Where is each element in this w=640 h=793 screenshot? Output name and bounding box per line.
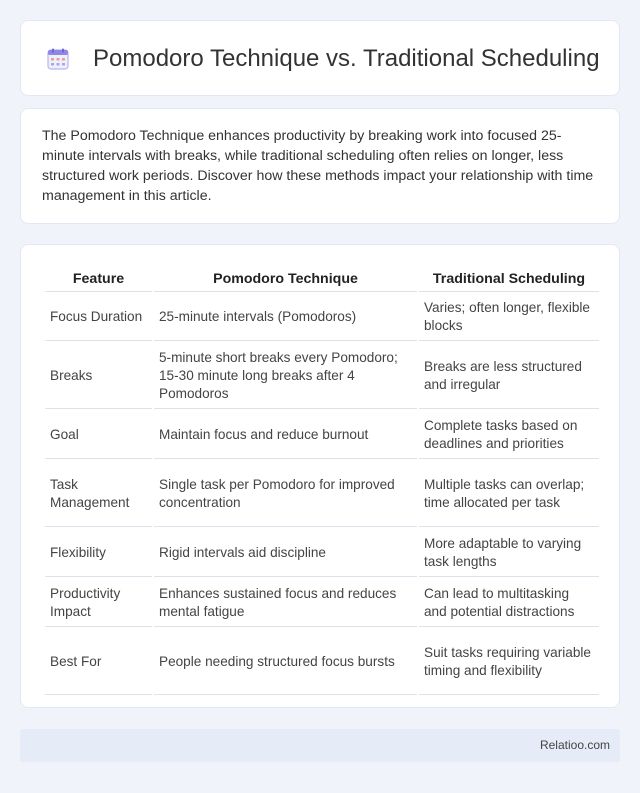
table-row [45, 529, 599, 577]
intro-text: The Pomodoro Technique enhances productivity by breaking work into focused 25-minute intervals with breaks, while traditional scheduling often relies on longer, less structured work periods. Discover how these methods impact your relationship with time management in this article. [42, 128, 594, 204]
table-row [45, 411, 599, 459]
table-cell: Breaks are less structured and irregular [419, 343, 599, 409]
table-cell: Multiple tasks can overlap; time allocated per task [419, 461, 599, 527]
table-cell: Suit tasks requiring variable timing and flexibility [419, 629, 599, 695]
table-row [45, 461, 599, 527]
table-cell: 25-minute intervals (Pomodoros) [154, 294, 417, 341]
table-cell: Breaks [45, 343, 152, 409]
header-card [20, 20, 620, 96]
table-cell: More adaptable to varying task lengths [419, 529, 599, 577]
table-cell: Goal [45, 411, 152, 459]
column-header: Feature [45, 265, 152, 292]
table-cell: Productivity Impact [45, 579, 152, 627]
comparison-card [20, 244, 620, 708]
table-row [45, 579, 599, 627]
table-cell: Best For [45, 629, 152, 695]
calendar-icon [47, 48, 69, 70]
table-cell: Focus Duration [45, 294, 152, 341]
table-cell: Task Management [45, 461, 152, 527]
intro-card [20, 108, 620, 224]
table-cell: Single task per Pomodoro for improved concentration [154, 461, 417, 527]
footer [20, 729, 620, 762]
table-cell: Complete tasks based on deadlines and priorities [419, 411, 599, 459]
comparison-table [43, 263, 601, 697]
table-cell: Maintain focus and reduce burnout [154, 411, 417, 459]
table-cell: Rigid intervals aid discipline [154, 529, 417, 577]
footer-brand: Relatioo.com [539, 738, 610, 752]
table-cell: Varies; often longer, flexible blocks [419, 294, 599, 341]
page-title: Pomodoro Technique vs. Traditional Scheduling [93, 45, 600, 72]
table-row [45, 629, 599, 695]
table-header-row [45, 265, 599, 292]
table-row [45, 343, 599, 409]
column-header: Pomodoro Technique [154, 265, 417, 292]
table-cell: 5-minute short breaks every Pomodoro; 15-30 minute long breaks after 4 Pomodoros [154, 343, 417, 409]
column-header: Traditional Scheduling [419, 265, 599, 292]
table-cell: Can lead to multitasking and potential distractions [419, 579, 599, 627]
table-cell: People needing structured focus bursts [154, 629, 417, 695]
table-cell: Enhances sustained focus and reduces mental fatigue [154, 579, 417, 627]
table-row [45, 294, 599, 341]
table-cell: Flexibility [45, 529, 152, 577]
